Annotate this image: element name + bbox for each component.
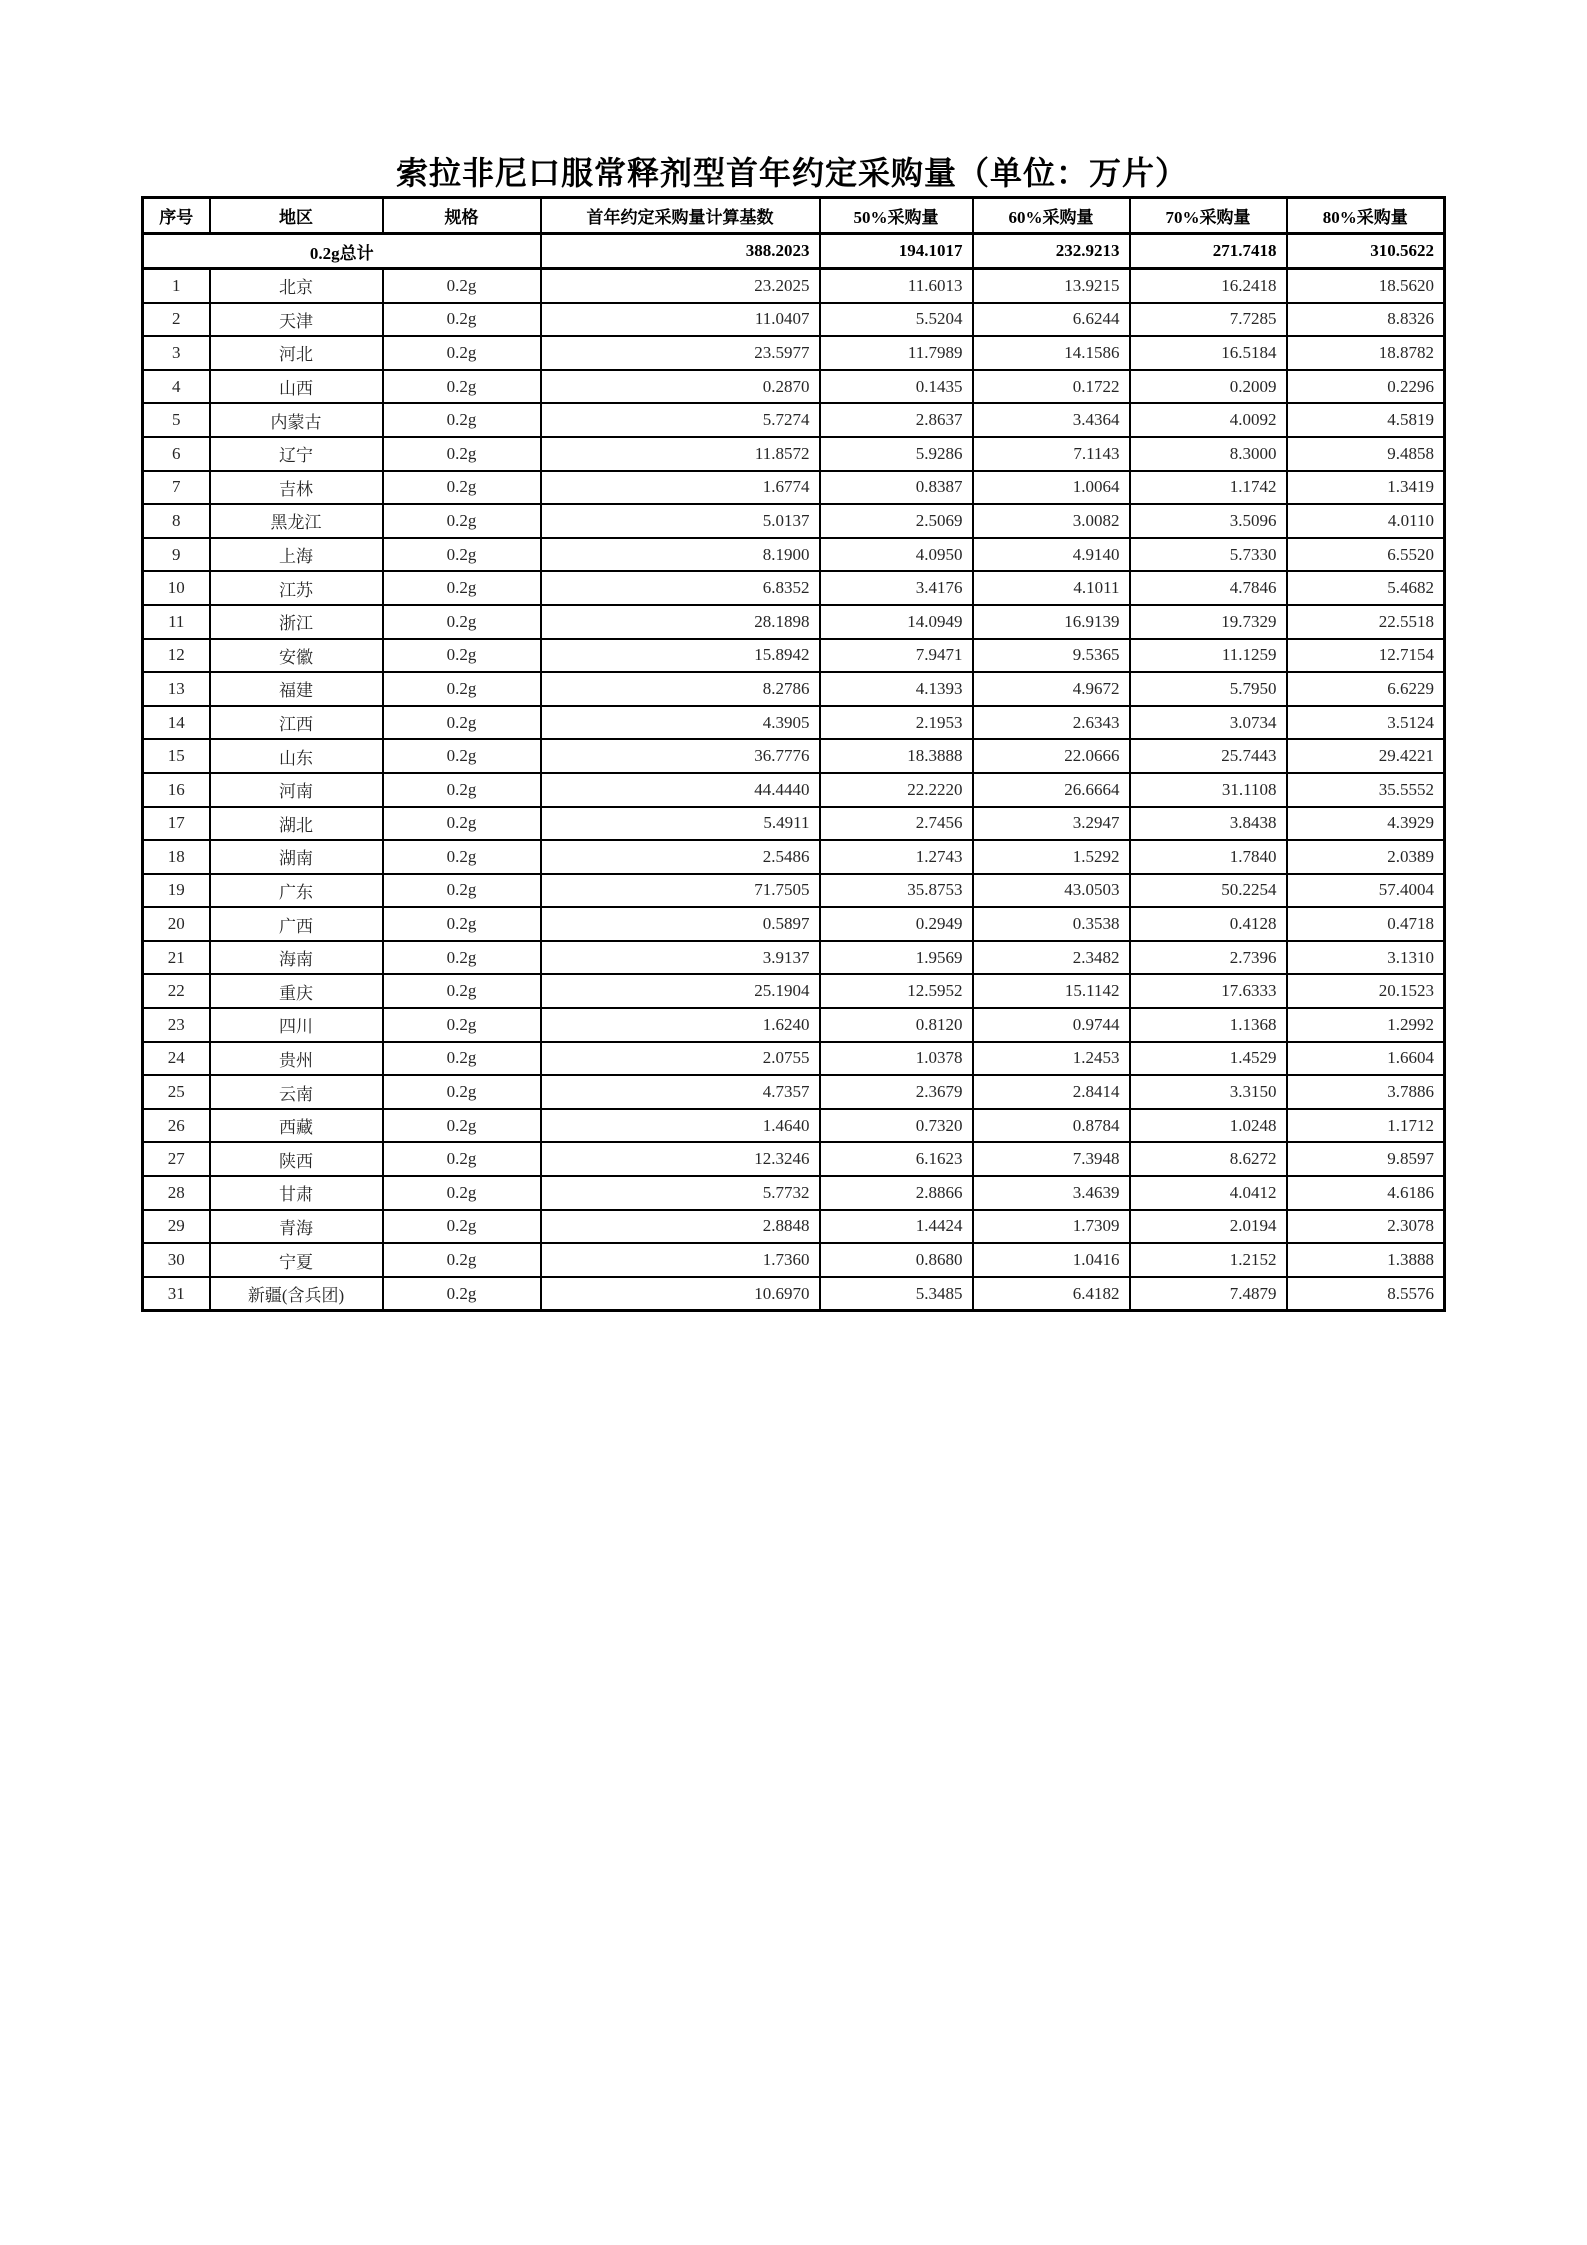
table-row xyxy=(143,437,1445,471)
p70-cell: 5.7950 xyxy=(1130,672,1287,706)
base-cell: 12.3246 xyxy=(541,1142,820,1176)
p80-cell: 3.5124 xyxy=(1287,706,1445,740)
p70-cell: 1.1368 xyxy=(1130,1008,1287,1042)
region-cell: 四川 xyxy=(210,1008,383,1042)
row-index-cell: 13 xyxy=(143,672,210,706)
region-cell: 重庆 xyxy=(210,974,383,1008)
region-cell: 内蒙古 xyxy=(210,403,383,437)
p50-cell: 4.1393 xyxy=(820,672,973,706)
p80-cell: 3.7886 xyxy=(1287,1075,1445,1109)
table-row xyxy=(143,807,1445,841)
spec-cell: 0.2g xyxy=(383,370,541,404)
table-row xyxy=(143,370,1445,404)
p70-cell: 0.2009 xyxy=(1130,370,1287,404)
base-cell: 11.0407 xyxy=(541,303,820,337)
p60-cell: 14.1586 xyxy=(973,336,1130,370)
p80-cell: 1.1712 xyxy=(1287,1109,1445,1143)
p80-cell: 57.4004 xyxy=(1287,874,1445,908)
p70-cell: 4.0092 xyxy=(1130,403,1287,437)
p60-cell: 2.8414 xyxy=(973,1075,1130,1109)
p70-cell: 11.1259 xyxy=(1130,639,1287,673)
spec-cell: 0.2g xyxy=(383,907,541,941)
p50-cell: 2.8866 xyxy=(820,1176,973,1210)
p50-cell: 11.6013 xyxy=(820,269,973,303)
p80-cell: 9.8597 xyxy=(1287,1142,1445,1176)
header-row xyxy=(143,198,1445,234)
p60-cell: 4.9140 xyxy=(973,538,1130,572)
table-body xyxy=(143,269,1445,1311)
p80-cell: 5.4682 xyxy=(1287,571,1445,605)
p80-cell: 6.6229 xyxy=(1287,672,1445,706)
p60-cell: 4.1011 xyxy=(973,571,1130,605)
table-row xyxy=(143,706,1445,740)
table-row xyxy=(143,471,1445,505)
region-cell: 甘肃 xyxy=(210,1176,383,1210)
region-cell: 天津 xyxy=(210,303,383,337)
spec-cell: 0.2g xyxy=(383,504,541,538)
p50-cell: 4.0950 xyxy=(820,538,973,572)
region-cell: 福建 xyxy=(210,672,383,706)
spec-cell: 0.2g xyxy=(383,336,541,370)
p80-cell: 18.5620 xyxy=(1287,269,1445,303)
p60-cell: 0.9744 xyxy=(973,1008,1130,1042)
summary-label-cell: 0.2g总计 xyxy=(143,234,541,269)
p70-cell: 0.4128 xyxy=(1130,907,1287,941)
spec-cell: 0.2g xyxy=(383,974,541,1008)
p70-cell: 1.7840 xyxy=(1130,840,1287,874)
header-spec: 规格 xyxy=(383,198,541,234)
spec-cell: 0.2g xyxy=(383,437,541,471)
p50-cell: 22.2220 xyxy=(820,773,973,807)
p80-cell: 18.8782 xyxy=(1287,336,1445,370)
p50-cell: 0.8387 xyxy=(820,471,973,505)
summary-p70-cell: 271.7418 xyxy=(1130,234,1287,269)
p80-cell: 4.3929 xyxy=(1287,807,1445,841)
spec-cell: 0.2g xyxy=(383,1008,541,1042)
p80-cell: 29.4221 xyxy=(1287,739,1445,773)
row-index-cell: 7 xyxy=(143,471,210,505)
p70-cell: 3.0734 xyxy=(1130,706,1287,740)
row-index-cell: 20 xyxy=(143,907,210,941)
region-cell: 西藏 xyxy=(210,1109,383,1143)
base-cell: 4.3905 xyxy=(541,706,820,740)
p50-cell: 2.8637 xyxy=(820,403,973,437)
row-index-cell: 8 xyxy=(143,504,210,538)
p60-cell: 13.9215 xyxy=(973,269,1130,303)
base-cell: 2.0755 xyxy=(541,1042,820,1076)
spec-cell: 0.2g xyxy=(383,1142,541,1176)
table-row xyxy=(143,1075,1445,1109)
p70-cell: 16.2418 xyxy=(1130,269,1287,303)
base-cell: 5.7732 xyxy=(541,1176,820,1210)
spec-cell: 0.2g xyxy=(383,1176,541,1210)
p70-cell: 4.7846 xyxy=(1130,571,1287,605)
region-cell: 新疆(含兵团) xyxy=(210,1277,383,1311)
row-index-cell: 30 xyxy=(143,1243,210,1277)
region-cell: 湖南 xyxy=(210,840,383,874)
p70-cell: 4.0412 xyxy=(1130,1176,1287,1210)
p80-cell: 22.5518 xyxy=(1287,605,1445,639)
p80-cell: 4.5819 xyxy=(1287,403,1445,437)
table-row xyxy=(143,1243,1445,1277)
spec-cell: 0.2g xyxy=(383,739,541,773)
table-row xyxy=(143,941,1445,975)
p60-cell: 0.3538 xyxy=(973,907,1130,941)
base-cell: 28.1898 xyxy=(541,605,820,639)
p80-cell: 2.3078 xyxy=(1287,1210,1445,1244)
p70-cell: 16.5184 xyxy=(1130,336,1287,370)
p80-cell: 9.4858 xyxy=(1287,437,1445,471)
p60-cell: 0.8784 xyxy=(973,1109,1130,1143)
region-cell: 上海 xyxy=(210,538,383,572)
base-cell: 11.8572 xyxy=(541,437,820,471)
base-cell: 8.2786 xyxy=(541,672,820,706)
p70-cell: 50.2254 xyxy=(1130,874,1287,908)
p60-cell: 1.7309 xyxy=(973,1210,1130,1244)
row-index-cell: 1 xyxy=(143,269,210,303)
p50-cell: 2.3679 xyxy=(820,1075,973,1109)
base-cell: 0.5897 xyxy=(541,907,820,941)
summary-p50-cell: 194.1017 xyxy=(820,234,973,269)
spec-cell: 0.2g xyxy=(383,1109,541,1143)
base-cell: 3.9137 xyxy=(541,941,820,975)
header-p70: 70%采购量 xyxy=(1130,198,1287,234)
p50-cell: 2.1953 xyxy=(820,706,973,740)
base-cell: 1.6240 xyxy=(541,1008,820,1042)
p70-cell: 19.7329 xyxy=(1130,605,1287,639)
row-index-cell: 5 xyxy=(143,403,210,437)
p70-cell: 7.7285 xyxy=(1130,303,1287,337)
row-index-cell: 17 xyxy=(143,807,210,841)
table-row xyxy=(143,773,1445,807)
summary-p60-cell: 232.9213 xyxy=(973,234,1130,269)
p50-cell: 2.7456 xyxy=(820,807,973,841)
header-p50: 50%采购量 xyxy=(820,198,973,234)
base-cell: 6.8352 xyxy=(541,571,820,605)
table-row xyxy=(143,874,1445,908)
p50-cell: 2.5069 xyxy=(820,504,973,538)
row-index-cell: 26 xyxy=(143,1109,210,1143)
region-cell: 江西 xyxy=(210,706,383,740)
p60-cell: 6.4182 xyxy=(973,1277,1130,1311)
p50-cell: 1.2743 xyxy=(820,840,973,874)
table-row xyxy=(143,303,1445,337)
base-cell: 0.2870 xyxy=(541,370,820,404)
spec-cell: 0.2g xyxy=(383,1075,541,1109)
table-row xyxy=(143,403,1445,437)
p70-cell: 2.7396 xyxy=(1130,941,1287,975)
p60-cell: 0.1722 xyxy=(973,370,1130,404)
table-row xyxy=(143,538,1445,572)
p60-cell: 26.6664 xyxy=(973,773,1130,807)
spec-cell: 0.2g xyxy=(383,605,541,639)
row-index-cell: 16 xyxy=(143,773,210,807)
header-region: 地区 xyxy=(210,198,383,234)
spec-cell: 0.2g xyxy=(383,941,541,975)
spec-cell: 0.2g xyxy=(383,672,541,706)
row-index-cell: 19 xyxy=(143,874,210,908)
table-row xyxy=(143,269,1445,303)
p50-cell: 1.9569 xyxy=(820,941,973,975)
row-index-cell: 15 xyxy=(143,739,210,773)
p50-cell: 35.8753 xyxy=(820,874,973,908)
p70-cell: 3.3150 xyxy=(1130,1075,1287,1109)
p70-cell: 1.0248 xyxy=(1130,1109,1287,1143)
row-index-cell: 14 xyxy=(143,706,210,740)
region-cell: 陕西 xyxy=(210,1142,383,1176)
row-index-cell: 4 xyxy=(143,370,210,404)
p50-cell: 1.0378 xyxy=(820,1042,973,1076)
spec-cell: 0.2g xyxy=(383,571,541,605)
base-cell: 2.5486 xyxy=(541,840,820,874)
row-index-cell: 24 xyxy=(143,1042,210,1076)
spec-cell: 0.2g xyxy=(383,303,541,337)
p80-cell: 6.5520 xyxy=(1287,538,1445,572)
p80-cell: 2.0389 xyxy=(1287,840,1445,874)
p50-cell: 3.4176 xyxy=(820,571,973,605)
spec-cell: 0.2g xyxy=(383,1210,541,1244)
header-p80: 80%采购量 xyxy=(1287,198,1445,234)
table-row xyxy=(143,1277,1445,1311)
table-row xyxy=(143,1176,1445,1210)
region-cell: 青海 xyxy=(210,1210,383,1244)
spec-cell: 0.2g xyxy=(383,639,541,673)
p50-cell: 0.8120 xyxy=(820,1008,973,1042)
p50-cell: 14.0949 xyxy=(820,605,973,639)
spec-cell: 0.2g xyxy=(383,807,541,841)
region-cell: 辽宁 xyxy=(210,437,383,471)
row-index-cell: 22 xyxy=(143,974,210,1008)
region-cell: 山东 xyxy=(210,739,383,773)
p60-cell: 3.4639 xyxy=(973,1176,1130,1210)
row-index-cell: 25 xyxy=(143,1075,210,1109)
p70-cell: 1.2152 xyxy=(1130,1243,1287,1277)
p60-cell: 2.3482 xyxy=(973,941,1130,975)
p60-cell: 16.9139 xyxy=(973,605,1130,639)
p80-cell: 8.8326 xyxy=(1287,303,1445,337)
row-index-cell: 29 xyxy=(143,1210,210,1244)
p70-cell: 1.4529 xyxy=(1130,1042,1287,1076)
region-cell: 广东 xyxy=(210,874,383,908)
p50-cell: 12.5952 xyxy=(820,974,973,1008)
table-row xyxy=(143,336,1445,370)
region-cell: 北京 xyxy=(210,269,383,303)
row-index-cell: 31 xyxy=(143,1277,210,1311)
p70-cell: 7.4879 xyxy=(1130,1277,1287,1311)
row-index-cell: 11 xyxy=(143,605,210,639)
p80-cell: 12.7154 xyxy=(1287,639,1445,673)
base-cell: 23.5977 xyxy=(541,336,820,370)
table-row xyxy=(143,639,1445,673)
spec-cell: 0.2g xyxy=(383,874,541,908)
p50-cell: 11.7989 xyxy=(820,336,973,370)
base-cell: 8.1900 xyxy=(541,538,820,572)
table-row xyxy=(143,1210,1445,1244)
p70-cell: 31.1108 xyxy=(1130,773,1287,807)
p60-cell: 7.3948 xyxy=(973,1142,1130,1176)
row-index-cell: 28 xyxy=(143,1176,210,1210)
region-cell: 海南 xyxy=(210,941,383,975)
row-index-cell: 3 xyxy=(143,336,210,370)
p80-cell: 4.6186 xyxy=(1287,1176,1445,1210)
p80-cell: 35.5552 xyxy=(1287,773,1445,807)
table-row xyxy=(143,907,1445,941)
p60-cell: 1.2453 xyxy=(973,1042,1130,1076)
p60-cell: 2.6343 xyxy=(973,706,1130,740)
base-cell: 36.7776 xyxy=(541,739,820,773)
page-title: 索拉非尼口服常释剂型首年约定采购量（单位：万片） xyxy=(395,155,1188,191)
p50-cell: 7.9471 xyxy=(820,639,973,673)
p80-cell: 8.5576 xyxy=(1287,1277,1445,1311)
p50-cell: 0.8680 xyxy=(820,1243,973,1277)
base-cell: 10.6970 xyxy=(541,1277,820,1311)
spec-cell: 0.2g xyxy=(383,471,541,505)
procurement-table xyxy=(141,196,1446,1312)
spec-cell: 0.2g xyxy=(383,773,541,807)
p80-cell: 1.6604 xyxy=(1287,1042,1445,1076)
p60-cell: 9.5365 xyxy=(973,639,1130,673)
p70-cell: 1.1742 xyxy=(1130,471,1287,505)
p70-cell: 2.0194 xyxy=(1130,1210,1287,1244)
region-cell: 广西 xyxy=(210,907,383,941)
p70-cell: 25.7443 xyxy=(1130,739,1287,773)
p80-cell: 20.1523 xyxy=(1287,974,1445,1008)
base-cell: 71.7505 xyxy=(541,874,820,908)
p60-cell: 1.5292 xyxy=(973,840,1130,874)
p50-cell: 0.2949 xyxy=(820,907,973,941)
header-base: 首年约定采购量计算基数 xyxy=(541,198,820,234)
p50-cell: 6.1623 xyxy=(820,1142,973,1176)
region-cell: 河北 xyxy=(210,336,383,370)
row-index-cell: 12 xyxy=(143,639,210,673)
summary-p80-cell: 310.5622 xyxy=(1287,234,1445,269)
p80-cell: 0.2296 xyxy=(1287,370,1445,404)
base-cell: 5.4911 xyxy=(541,807,820,841)
region-cell: 贵州 xyxy=(210,1042,383,1076)
base-cell: 25.1904 xyxy=(541,974,820,1008)
p50-cell: 0.7320 xyxy=(820,1109,973,1143)
spec-cell: 0.2g xyxy=(383,269,541,303)
p70-cell: 5.7330 xyxy=(1130,538,1287,572)
row-index-cell: 6 xyxy=(143,437,210,471)
table-row xyxy=(143,605,1445,639)
summary-row xyxy=(143,234,1445,269)
header-p60: 60%采购量 xyxy=(973,198,1130,234)
region-cell: 吉林 xyxy=(210,471,383,505)
region-cell: 黑龙江 xyxy=(210,504,383,538)
region-cell: 宁夏 xyxy=(210,1243,383,1277)
p80-cell: 4.0110 xyxy=(1287,504,1445,538)
p50-cell: 0.1435 xyxy=(820,370,973,404)
p60-cell: 1.0064 xyxy=(973,471,1130,505)
p50-cell: 5.5204 xyxy=(820,303,973,337)
base-cell: 2.8848 xyxy=(541,1210,820,1244)
base-cell: 5.0137 xyxy=(541,504,820,538)
p70-cell: 17.6333 xyxy=(1130,974,1287,1008)
region-cell: 山西 xyxy=(210,370,383,404)
p70-cell: 3.8438 xyxy=(1130,807,1287,841)
row-index-cell: 9 xyxy=(143,538,210,572)
spec-cell: 0.2g xyxy=(383,403,541,437)
spec-cell: 0.2g xyxy=(383,1042,541,1076)
p60-cell: 3.4364 xyxy=(973,403,1130,437)
p60-cell: 22.0666 xyxy=(973,739,1130,773)
p60-cell: 43.0503 xyxy=(973,874,1130,908)
p50-cell: 1.4424 xyxy=(820,1210,973,1244)
row-index-cell: 27 xyxy=(143,1142,210,1176)
table-row xyxy=(143,571,1445,605)
base-cell: 44.4440 xyxy=(541,773,820,807)
table-row xyxy=(143,840,1445,874)
p60-cell: 1.0416 xyxy=(973,1243,1130,1277)
table-row xyxy=(143,739,1445,773)
spec-cell: 0.2g xyxy=(383,706,541,740)
table-row xyxy=(143,504,1445,538)
region-cell: 河南 xyxy=(210,773,383,807)
p80-cell: 1.3888 xyxy=(1287,1243,1445,1277)
row-index-cell: 2 xyxy=(143,303,210,337)
base-cell: 1.7360 xyxy=(541,1243,820,1277)
p50-cell: 18.3888 xyxy=(820,739,973,773)
region-cell: 江苏 xyxy=(210,571,383,605)
p60-cell: 15.1142 xyxy=(973,974,1130,1008)
row-index-cell: 23 xyxy=(143,1008,210,1042)
table-row xyxy=(143,1042,1445,1076)
base-cell: 1.6774 xyxy=(541,471,820,505)
base-cell: 5.7274 xyxy=(541,403,820,437)
p70-cell: 3.5096 xyxy=(1130,504,1287,538)
row-index-cell: 10 xyxy=(143,571,210,605)
p80-cell: 0.4718 xyxy=(1287,907,1445,941)
summary-base-cell: 388.2023 xyxy=(541,234,820,269)
base-cell: 15.8942 xyxy=(541,639,820,673)
p60-cell: 7.1143 xyxy=(973,437,1130,471)
spec-cell: 0.2g xyxy=(383,1243,541,1277)
p50-cell: 5.9286 xyxy=(820,437,973,471)
region-cell: 浙江 xyxy=(210,605,383,639)
p80-cell: 3.1310 xyxy=(1287,941,1445,975)
p60-cell: 6.6244 xyxy=(973,303,1130,337)
table-row xyxy=(143,1142,1445,1176)
spec-cell: 0.2g xyxy=(383,538,541,572)
p70-cell: 8.6272 xyxy=(1130,1142,1287,1176)
base-cell: 1.4640 xyxy=(541,1109,820,1143)
region-cell: 安徽 xyxy=(210,639,383,673)
spec-cell: 0.2g xyxy=(383,840,541,874)
table-row xyxy=(143,974,1445,1008)
table-row xyxy=(143,1008,1445,1042)
p60-cell: 3.0082 xyxy=(973,504,1130,538)
p60-cell: 3.2947 xyxy=(973,807,1130,841)
region-cell: 云南 xyxy=(210,1075,383,1109)
table-row xyxy=(143,1109,1445,1143)
row-index-cell: 18 xyxy=(143,840,210,874)
table-row xyxy=(143,672,1445,706)
p50-cell: 5.3485 xyxy=(820,1277,973,1311)
region-cell: 湖北 xyxy=(210,807,383,841)
spec-cell: 0.2g xyxy=(383,1277,541,1311)
base-cell: 4.7357 xyxy=(541,1075,820,1109)
p80-cell: 1.2992 xyxy=(1287,1008,1445,1042)
p60-cell: 4.9672 xyxy=(973,672,1130,706)
p70-cell: 8.3000 xyxy=(1130,437,1287,471)
p80-cell: 1.3419 xyxy=(1287,471,1445,505)
base-cell: 23.2025 xyxy=(541,269,820,303)
header-index: 序号 xyxy=(143,198,210,234)
row-index-cell: 21 xyxy=(143,941,210,975)
